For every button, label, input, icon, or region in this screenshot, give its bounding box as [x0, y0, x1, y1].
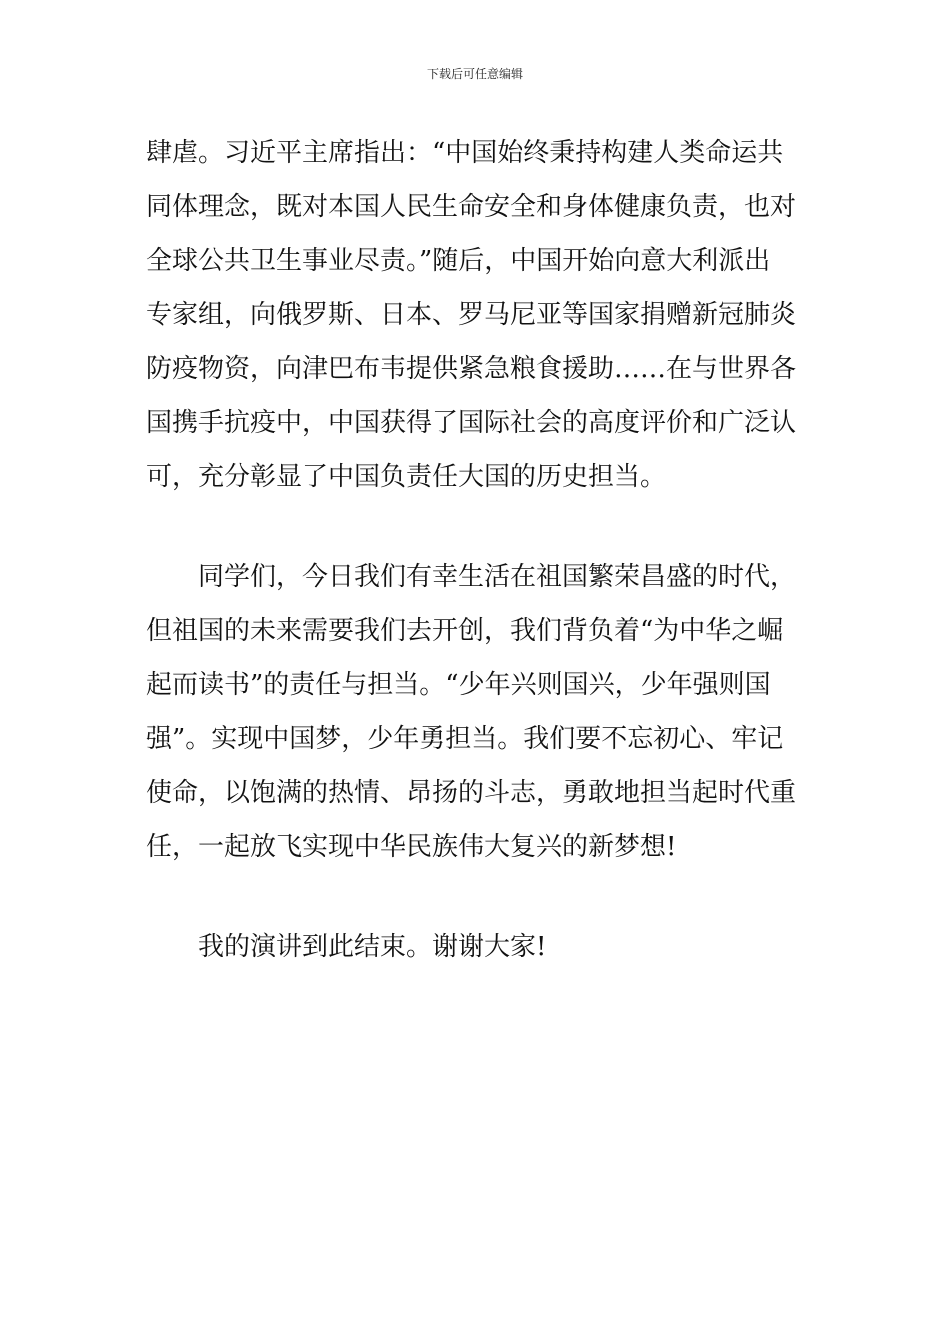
- closing-line: 我的演讲到此结束。谢谢大家!: [198, 932, 547, 962]
- paragraph-line: 国携手抗疫中，中国获得了国际社会的高度评价和广泛认: [146, 408, 797, 438]
- paragraph-spacer: [146, 874, 812, 920]
- paragraph-1: [146, 126, 812, 504]
- document-body: [146, 126, 812, 974]
- paragraph-line: 可，充分彰显了中国负责任大国的历史担当。: [146, 462, 667, 492]
- paragraph-line: 防疫物资，向津巴布韦提供紧急粮食援助……在与世界各: [146, 354, 797, 384]
- paragraph-line: 肆虐。习近平主席指出：“中国始终秉持构建人类命运共: [146, 138, 784, 168]
- paragraph-line: 使命，以饱满的热情、昂扬的斗志，勇敢地担当起时代重: [146, 778, 797, 808]
- paragraph-line: 强”。实现中国梦，少年勇担当。我们要不忘初心、牢记: [146, 724, 784, 754]
- paragraph-2: [146, 550, 812, 874]
- paragraph-line: 同体理念，既对本国人民生命安全和身体健康负责，也对: [146, 192, 797, 222]
- paragraph-3: [146, 920, 812, 974]
- paragraph-line: 同学们，今日我们有幸生活在祖国繁荣昌盛的时代，: [198, 562, 797, 592]
- paragraph-line: 全球公共卫生事业尽责。”随后，中国开始向意大利派出: [146, 246, 771, 276]
- paragraph-line: 任，一起放飞实现中华民族伟大复兴的新梦想!: [146, 832, 677, 862]
- page-header: 下载后可任意编辑: [426, 67, 523, 81]
- paragraph-spacer: [146, 504, 812, 550]
- paragraph-line: 但祖国的未来需要我们去开创，我们背负着“为中华之崛: [146, 616, 784, 646]
- paragraph-line: 起而读书”的责任与担当。“少年兴则国兴，少年强则国: [146, 670, 771, 700]
- paragraph-line: 专家组，向俄罗斯、日本、罗马尼亚等国家捐赠新冠肺炎: [146, 300, 797, 330]
